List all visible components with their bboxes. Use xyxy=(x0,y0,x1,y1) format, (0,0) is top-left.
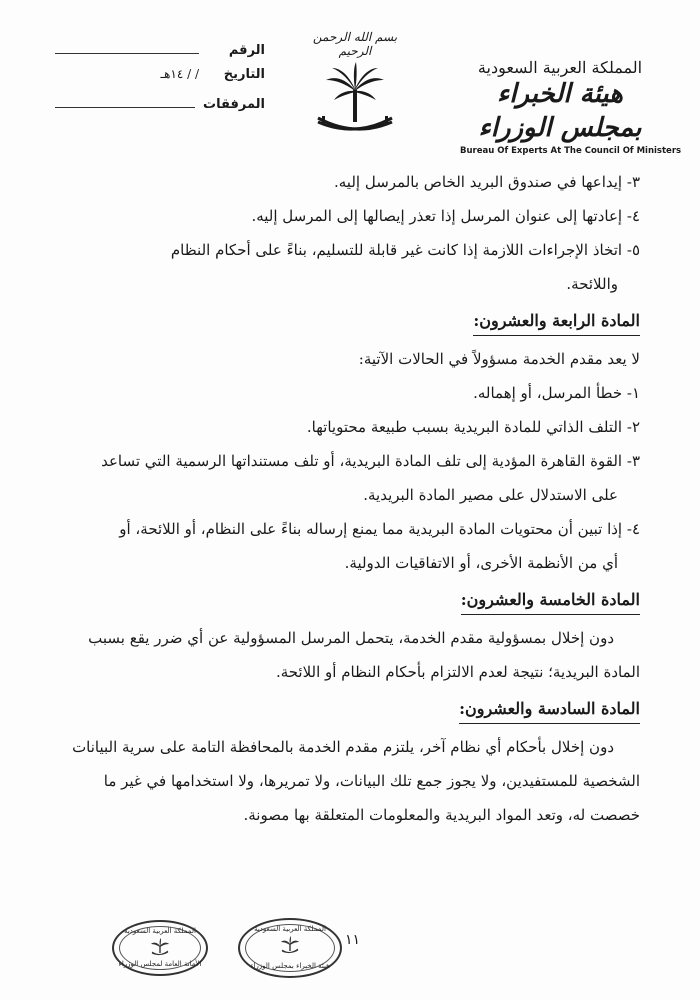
kingdom-name: المملكة العربية السعودية xyxy=(477,58,643,77)
palm-emblem-icon xyxy=(150,938,170,956)
paragraph-line: خصصت له، وتعد المواد البريدية والمعلومات المتعلقة بها مصونة. xyxy=(243,806,640,824)
date-label: التاريخ xyxy=(223,67,265,82)
paragraph-line: المادة البريدية؛ نتيجة لعدم الالتزام بأحكام النظام أو اللائحة. xyxy=(275,663,640,681)
seal-text-bottom: الأمانة العامة لمجلس الوزراء xyxy=(118,960,202,968)
list-item-continuation: أي من الأنظمة الأخرى، أو الاتفاقيات الدولية. xyxy=(344,554,618,572)
attachments-row xyxy=(55,94,265,118)
number-row xyxy=(55,40,265,64)
article-24 xyxy=(65,301,640,580)
seal-text-top: المملكة العربية السعودية xyxy=(124,927,196,935)
list-item: ٤- إذا تبين أن محتويات المادة البريدية مما يمنع إرساله بناءً على النظام، أو اللائحة، أو xyxy=(119,520,640,538)
article-heading: المادة الخامسة والعشرون: xyxy=(461,586,640,615)
list-item: ٣- إيداعها في صندوق البريد الخاص بالمرسل إليه. xyxy=(334,173,640,191)
list-item: ٣- القوة القاهرة المؤدية إلى تلف المادة البريدية، أو تلف مستنداتها الرسمية التي تساعد xyxy=(101,452,640,470)
bureau-name-en: Bureau Of Experts At The Council Of Ministers xyxy=(460,146,682,156)
list-item-continuation: واللائحة. xyxy=(566,275,618,293)
reference-fields xyxy=(55,40,265,121)
date-row xyxy=(55,67,265,91)
article-intro: لا يعد مقدم الخدمة مسؤولاً في الحالات الآتية: xyxy=(358,350,640,368)
number-label: الرقم xyxy=(228,43,265,58)
article-heading: المادة السادسة والعشرون: xyxy=(459,695,640,724)
official-seal-left xyxy=(112,920,208,976)
page-number: ١١ xyxy=(345,932,361,948)
bureau-name-ar: هيئة الخبراء بمجلس الوزراء xyxy=(478,79,642,143)
paragraph-line: دون إخلال بمسؤولية مقدم الخدمة، يتحمل المرسل المسؤولية عن أي ضرر يقع بسبب xyxy=(88,629,614,647)
seal-text-top: المملكة العربية السعودية xyxy=(254,925,326,933)
paragraph-line: دون إخلال بأحكام أي نظام آخر، يلتزم مقدم الخدمة بالمحافظة التامة على سرية البيانات xyxy=(72,738,614,756)
document-body xyxy=(65,165,640,832)
list-item-continuation: على الاستدلال على مصير المادة البريدية. xyxy=(363,486,618,504)
attachments-label: المرفقات xyxy=(203,97,265,112)
seal-text-bottom: هيئة الخبراء بمجلس الوزراء xyxy=(250,962,330,970)
institution-block xyxy=(460,58,682,156)
list-item: ٢- التلف الذاتي للمادة البريدية بسبب طبيعة محتوياتها. xyxy=(306,418,640,436)
emblem-block xyxy=(300,30,410,144)
article-26 xyxy=(65,689,640,832)
article-heading: المادة الرابعة والعشرون: xyxy=(473,307,640,336)
palm-emblem-icon xyxy=(280,936,300,954)
palm-swords-emblem-icon xyxy=(310,60,400,140)
article-25 xyxy=(65,580,640,689)
basmala: بسم الله الرحمن الرحيم xyxy=(312,30,398,58)
number-line xyxy=(55,40,199,54)
official-seal-right xyxy=(238,918,342,978)
list-item: ١- خطأ المرسل، أو إهماله. xyxy=(473,384,640,402)
date-value: / / ١٤هـ xyxy=(160,67,199,81)
paragraph-line: الشخصية للمستفيدين، ولا يجوز جمع تلك البيانات، ولا تمريرها، ولا استخدامها في غير ما xyxy=(103,772,640,790)
list-item: ٤- إعادتها إلى عنوان المرسل إذا تعذر إيصالها إلى المرسل إليه. xyxy=(251,207,640,225)
attachments-line xyxy=(55,94,195,108)
list-item: ٥- اتخاذ الإجراءات اللازمة إذا كانت غير قابلة للتسليم، بناءً على أحكام النظام xyxy=(170,241,640,259)
